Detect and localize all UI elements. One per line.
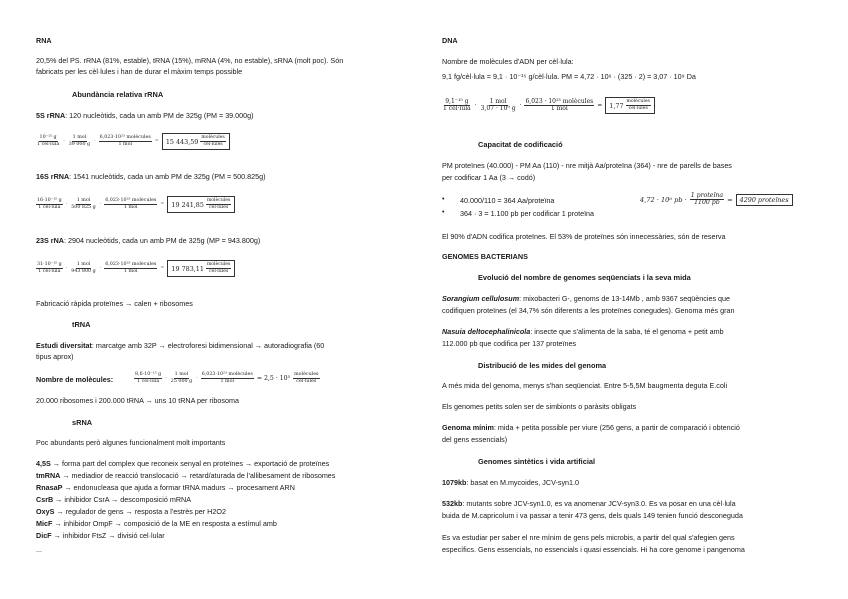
mol-f-d1: 1 cèl·lula	[137, 379, 160, 384]
srna-item-name: RnasaP	[36, 483, 63, 492]
srna-item-name: OxyS	[36, 507, 55, 516]
distribution-heading: Distribució de les mides del genoma	[478, 361, 607, 370]
srna-item	[36, 483, 295, 493]
evolution-heading: Evolució del nombre de genomes seqüenciats i la seva mida	[478, 273, 691, 282]
bullet-dot: •	[442, 209, 445, 216]
srna-item-name: DicF	[36, 531, 52, 540]
trna-heading: tRNA	[72, 320, 91, 329]
coding-result	[736, 194, 793, 206]
molecules-label: Nombre de molècules:	[36, 375, 114, 384]
r5s-formula: $\frac{\text{10⁻¹⁵ g}}{\text{1 cèl·lula}}$ · $\frac{\text{1 mol}}{39 000 g}$ · $\frac{\text{6,023·10²³ molècules}}{\text{1 mol}}$ = 15 443,59 $\frac{\text{molècules}}{\text{cèl·lules}}$	[36, 133, 230, 150]
kb1079-line	[442, 478, 579, 488]
nasuia-line-1	[442, 327, 724, 337]
r5s-f-d2: 39 000 g	[68, 142, 91, 147]
mol-f-un: molècules	[294, 372, 319, 377]
kb532-label: 532kb	[442, 499, 463, 508]
r16s-f-n2: 1 mol	[76, 198, 91, 203]
srna-item	[36, 507, 226, 517]
srna-item-desc: → endonucleasa que ajuda a formar tRNA madurs → procesament ARN	[62, 483, 295, 492]
srna-item-desc: → forma part del complex que reconeix senyal en proteïnes → exportació de proteïnes	[50, 459, 330, 468]
dna-line-1: Nombre de molècules d'ADN per cèl·lula:	[442, 57, 574, 66]
nasuia-line-2: 112.000 pb que codifica per 137 proteïnes	[442, 339, 577, 348]
srna-item-desc: → regulador de gens → resposta a l'estrès per H2O2	[54, 507, 226, 516]
minimal-line-2: del gens essencials)	[442, 435, 508, 444]
kb1079-label: 1079kb	[442, 478, 467, 487]
coding-line-1: PM proteïnes (40.000) - PM Aa (110) - nre mitjà Aa/proteïna (364) - nre de parells de bases	[442, 161, 732, 170]
bullet-dot: •	[442, 196, 445, 203]
mol-f-n2: 1 mol	[174, 372, 189, 377]
coding-f-den: 1100 pb	[694, 199, 720, 206]
r23s-res: 19 783,11	[171, 264, 204, 273]
r23s-result	[167, 260, 235, 277]
dna-f-d3: 1 mol	[550, 105, 568, 112]
minimal-label: Genoma mínim	[442, 423, 494, 432]
r23s-f-n3: 6,023·10²³ molècules	[105, 262, 157, 267]
r23s-f-d2: 943 800 g	[71, 269, 96, 274]
r23s-un: molècules	[206, 262, 231, 267]
srna-item	[36, 531, 165, 541]
mol-f-n1: 8,6·10⁻¹⁵ g	[135, 372, 162, 377]
srna-item-name: MicF	[36, 519, 53, 528]
r16s-un: molècules	[206, 198, 231, 203]
sorangium-text-1: : mixobacteri G-, genoms de 13-14Mb , amb 9367 seqüències que	[519, 294, 731, 303]
r23s-line	[36, 236, 260, 246]
dna-f-d2: 3,07 · 10⁹ g	[480, 105, 516, 112]
srna-item	[36, 459, 329, 469]
r16s-f-n1: 16·10⁻¹⁵ g	[37, 198, 62, 203]
r5s-un: molècules	[201, 135, 225, 140]
distribution-line-2: Els genomes petits solen ser de simbionts o paràsits obligats	[442, 402, 637, 411]
srna-item-name: tmRNA	[36, 471, 61, 480]
percent-line: El 90% d'ADN codifica proteïnes. El 53% de proteïnes són innecessàries, són de reserva	[442, 232, 726, 241]
r5s-label: 5S rRNA	[36, 111, 66, 120]
srna-item	[36, 519, 277, 529]
srna-item-desc: → inhibidor FtsZ → divisió cel·lular	[51, 531, 165, 540]
dna-ud: cèl·lules	[628, 106, 648, 111]
r16s-line	[36, 172, 266, 182]
coding-f-pre: 4,72 · 10⁶ pb ·	[640, 195, 687, 204]
kb1079-text: : basat en M.mycoides, JCV-syn1.0	[466, 478, 580, 487]
distribution-line-1: A més mida del genoma, menys s'han seqüenciat. Entre 5-5,5M baugmenta deguta E.coli	[442, 381, 728, 390]
kb532-text-1: : mutants sobre JCV-syn1.0, es va anomenar JCV-syn3.0. Es va posar en una cèl·lula	[462, 499, 736, 508]
nasuia-text-1: : insecte que s'alimenta de la saba, té el genoma + petit amb	[530, 327, 724, 336]
dna-f-n3: 6,023 · 10²³ molècules	[525, 98, 594, 105]
molecules-formula: $\frac{\text{8,6·10⁻¹⁵ g}}{\text{1 cèl·lula}}$ · $\frac{\text{1 mol}}{25 000 g}$ · $\frac{\text{6,023·10²³ molècules}}{\text{1 mol}}$ = 2,5 · 10⁵ $\frac{\text{molècules}}{\text{cèl·lules}}$	[135, 372, 319, 384]
mol-f-d3: 1 mol	[220, 379, 235, 384]
minimal-line-1	[442, 423, 740, 433]
fabrication-line: Fabricació ràpida proteïnes → calen + ribosomes	[36, 299, 193, 308]
kb532-line-1	[442, 499, 736, 509]
r16s-res: 19 241,85	[171, 200, 204, 209]
final-line-1: Es va estudiar per saber el nre mínim de gens pels microbis, a partir del qual s'afegien gens	[442, 533, 735, 542]
r5s-f-d1: 1 cèl·lula	[37, 142, 60, 147]
srna-intro: Poc abundants però algunes funcionalment molt importants	[36, 438, 226, 447]
dna-f-n2: 1 mol	[489, 98, 507, 105]
coding-f-num: 1 proteïna	[690, 192, 724, 199]
dna-title: DNA	[442, 36, 458, 45]
r5s-f-n2: 1 mol	[72, 135, 87, 140]
bullet-1: 40.000/110 = 364 Aa/proteïna	[460, 196, 555, 205]
r23s-f-n1: 31·10⁻¹⁵ g	[37, 262, 62, 267]
r16s-f-d3: 1 mol	[124, 205, 138, 210]
rna-title: RNA	[36, 36, 52, 45]
r23s-label: 23S rNA	[36, 236, 64, 245]
dna-res: 1,77	[609, 101, 624, 110]
srna-item-desc: → inhibidor OmpF → composició de la ME en resposta a estímul amb	[52, 519, 277, 528]
r23s-ud: cèl·lules	[209, 269, 229, 274]
coding-heading: Capacitat de codificació	[478, 140, 563, 149]
mol-f-n3: 6,023·10²³ molècules	[201, 372, 253, 377]
sorangium-name: Sorangium cellulosum	[442, 294, 520, 303]
srna-heading: sRNA	[72, 418, 93, 427]
coding-res: 4290 proteïnes	[739, 195, 789, 204]
srna-item	[36, 471, 335, 481]
r16s-text: : 1541 nucleòtids, cada un amb PM de 325g (PM = 500.825g)	[69, 172, 266, 181]
r16s-f-d2: 500 825 g	[71, 205, 96, 210]
dna-line-2: 9,1 fg/cèl·lula = 9,1 · 10⁻¹⁵ g/cèl·lula. PM = 4,72 · 10⁶ · (325 · 2) = 3,07 · 10⁹ Da	[442, 72, 696, 81]
r16s-ud: cèl·lules	[209, 205, 229, 210]
r5s-result	[162, 133, 230, 150]
r5s-res: 15 443,59	[165, 137, 199, 146]
synthetic-heading: Genomes sintètics i vida artificial	[478, 457, 596, 466]
coding-line-2: per codificar 1 Aa (3 → codó)	[442, 173, 536, 182]
mol-f-d2: 25 000 g	[170, 379, 193, 384]
nasuia-name: Nasuia deltocephalinicola	[442, 327, 531, 336]
r16s-f-n3: 6,023·10²³ molècules	[105, 198, 157, 203]
rna-intro-line-1: 20,5% del PS. rRNA (81%, estable), tRNA (15%), mRNA (4%, no estable), sRNA (molt poc). Són	[36, 56, 344, 65]
r16s-label: 16S rRNA	[36, 172, 70, 181]
dna-f-n1: 9,1⁻¹⁵ g	[445, 98, 469, 105]
r5s-f-d3: 1 mol	[118, 142, 132, 147]
abundance-heading: Abundància relativa rRNA	[72, 90, 164, 99]
diversity-label: Estudi diversitat	[36, 341, 92, 350]
r23s-f-n2: 1 mol	[76, 262, 91, 267]
dna-formula: $\frac{\text{9,1⁻¹⁵ g}}{\text{1 cèl·lula}}$ · $\frac{\text{1 mol}}{\text{3,07 · 10⁹ g}}$ · $\frac{\text{6,023 · 10²³ molècules}}{\text{1 mol}}$ = 1,77 $\frac{\text{molècules}}{\text{cèl·lules}}$	[442, 97, 655, 114]
r5s-line	[36, 111, 254, 121]
dna-f-d1: 1 cèl·lula	[443, 105, 471, 112]
ribosomes-line: 20.000 ribosomes i 200.000 tRNA → uns 10 tRNA per ribosoma	[36, 396, 239, 405]
ellipsis: ...	[36, 545, 42, 554]
r5s-text: : 120 nucleòtids, cada un amb PM de 325g (PM = 39.000g)	[65, 111, 254, 120]
r16s-f-d1: 1 cèl·lula	[38, 205, 61, 210]
mol-f-res: = 2,5 · 10⁵	[256, 375, 291, 382]
diversity-text-1: : marcatge amb 32P → electroforesi bidimensional → autoradiografia (60	[91, 341, 325, 350]
rna-intro-line-2: fabricats per les cèl·lules i han de durar el màxim temps possible	[36, 67, 243, 76]
srna-item-desc: → inhibidor CsrA → descomposició mRNA	[53, 495, 191, 504]
r5s-f-n3: 6,023·10²³ molècules	[99, 135, 151, 140]
r5s-f-n1: 10⁻¹⁵ g	[39, 135, 57, 140]
r5s-ud: cèl·lules	[203, 142, 223, 147]
minimal-text-1: : mida + petita possible per viure (256 gens, a partir de comparació i obtenció	[493, 423, 740, 432]
r16s-formula: $\frac{\text{16·10⁻¹⁵ g}}{\text{1 cèl·lula}}$ · $\frac{\text{1 mol}}{500 825 g}$ · $\frac{\text{6,023·10²³ molècules}}{\text{1 mol}}$ = 19 241,85 $\frac{\text{molècules}}{\text{cèl·lules}}$	[36, 196, 235, 213]
mol-f-ud: cèl·lules	[296, 379, 317, 384]
dna-result	[605, 97, 655, 114]
r16s-result	[167, 196, 235, 213]
r23s-formula: $\frac{\text{31·10⁻¹⁵ g}}{\text{1 cèl·lula}}$ · $\frac{\text{1 mol}}{943 800 g}$ · $\frac{\text{6,023·10²³ molècules}}{\text{1 mol}}$ = 19 783,11 $\frac{\text{molècules}}{\text{cèl·lules}}$	[36, 260, 235, 277]
final-line-2: específics. Gens essencials, no essencials i quasi essencials. Hi ha core genome i pangenoma	[442, 545, 745, 554]
srna-item-name: CsrB	[36, 495, 54, 504]
sorangium-line-2: codifiquen proteïnes (el 34,7% són diferents a les proteïnes conegudes). Genoma més gran	[442, 306, 735, 315]
srna-item-desc: → mediadior de reacció translocació → retard/aturada de l'allibesament de ribosomes	[60, 471, 336, 480]
srna-item-name: 4,5S	[36, 459, 51, 468]
r23s-text: : 2904 nucleòtids, cada un amb PM de 325g (MP = 943.800g)	[63, 236, 261, 245]
coding-formula: 4,72 · 10⁶ pb · $\frac{\text{1 proteïna}}{1100 pb}$ = 4290 proteïnes	[640, 193, 793, 206]
diversity-line-2: tipus aprox)	[36, 352, 74, 361]
r23s-f-d3: 1 mol	[124, 269, 138, 274]
genomes-title: GENOMES BACTERIANS	[442, 252, 528, 261]
dna-un: molècules	[626, 99, 650, 104]
diversity-line-1	[36, 341, 324, 351]
srna-item	[36, 495, 191, 505]
r23s-f-d1: 1 cèl·lula	[38, 269, 61, 274]
kb532-line-2: buida de M.capricolum i va passar a tenir 473 gens, dels quals 149 tenien funció desconeguda	[442, 511, 743, 520]
sorangium-line-1	[442, 294, 730, 304]
bullet-2: 364 · 3 = 1.100 pb per codificar 1 proteïna	[460, 209, 595, 218]
